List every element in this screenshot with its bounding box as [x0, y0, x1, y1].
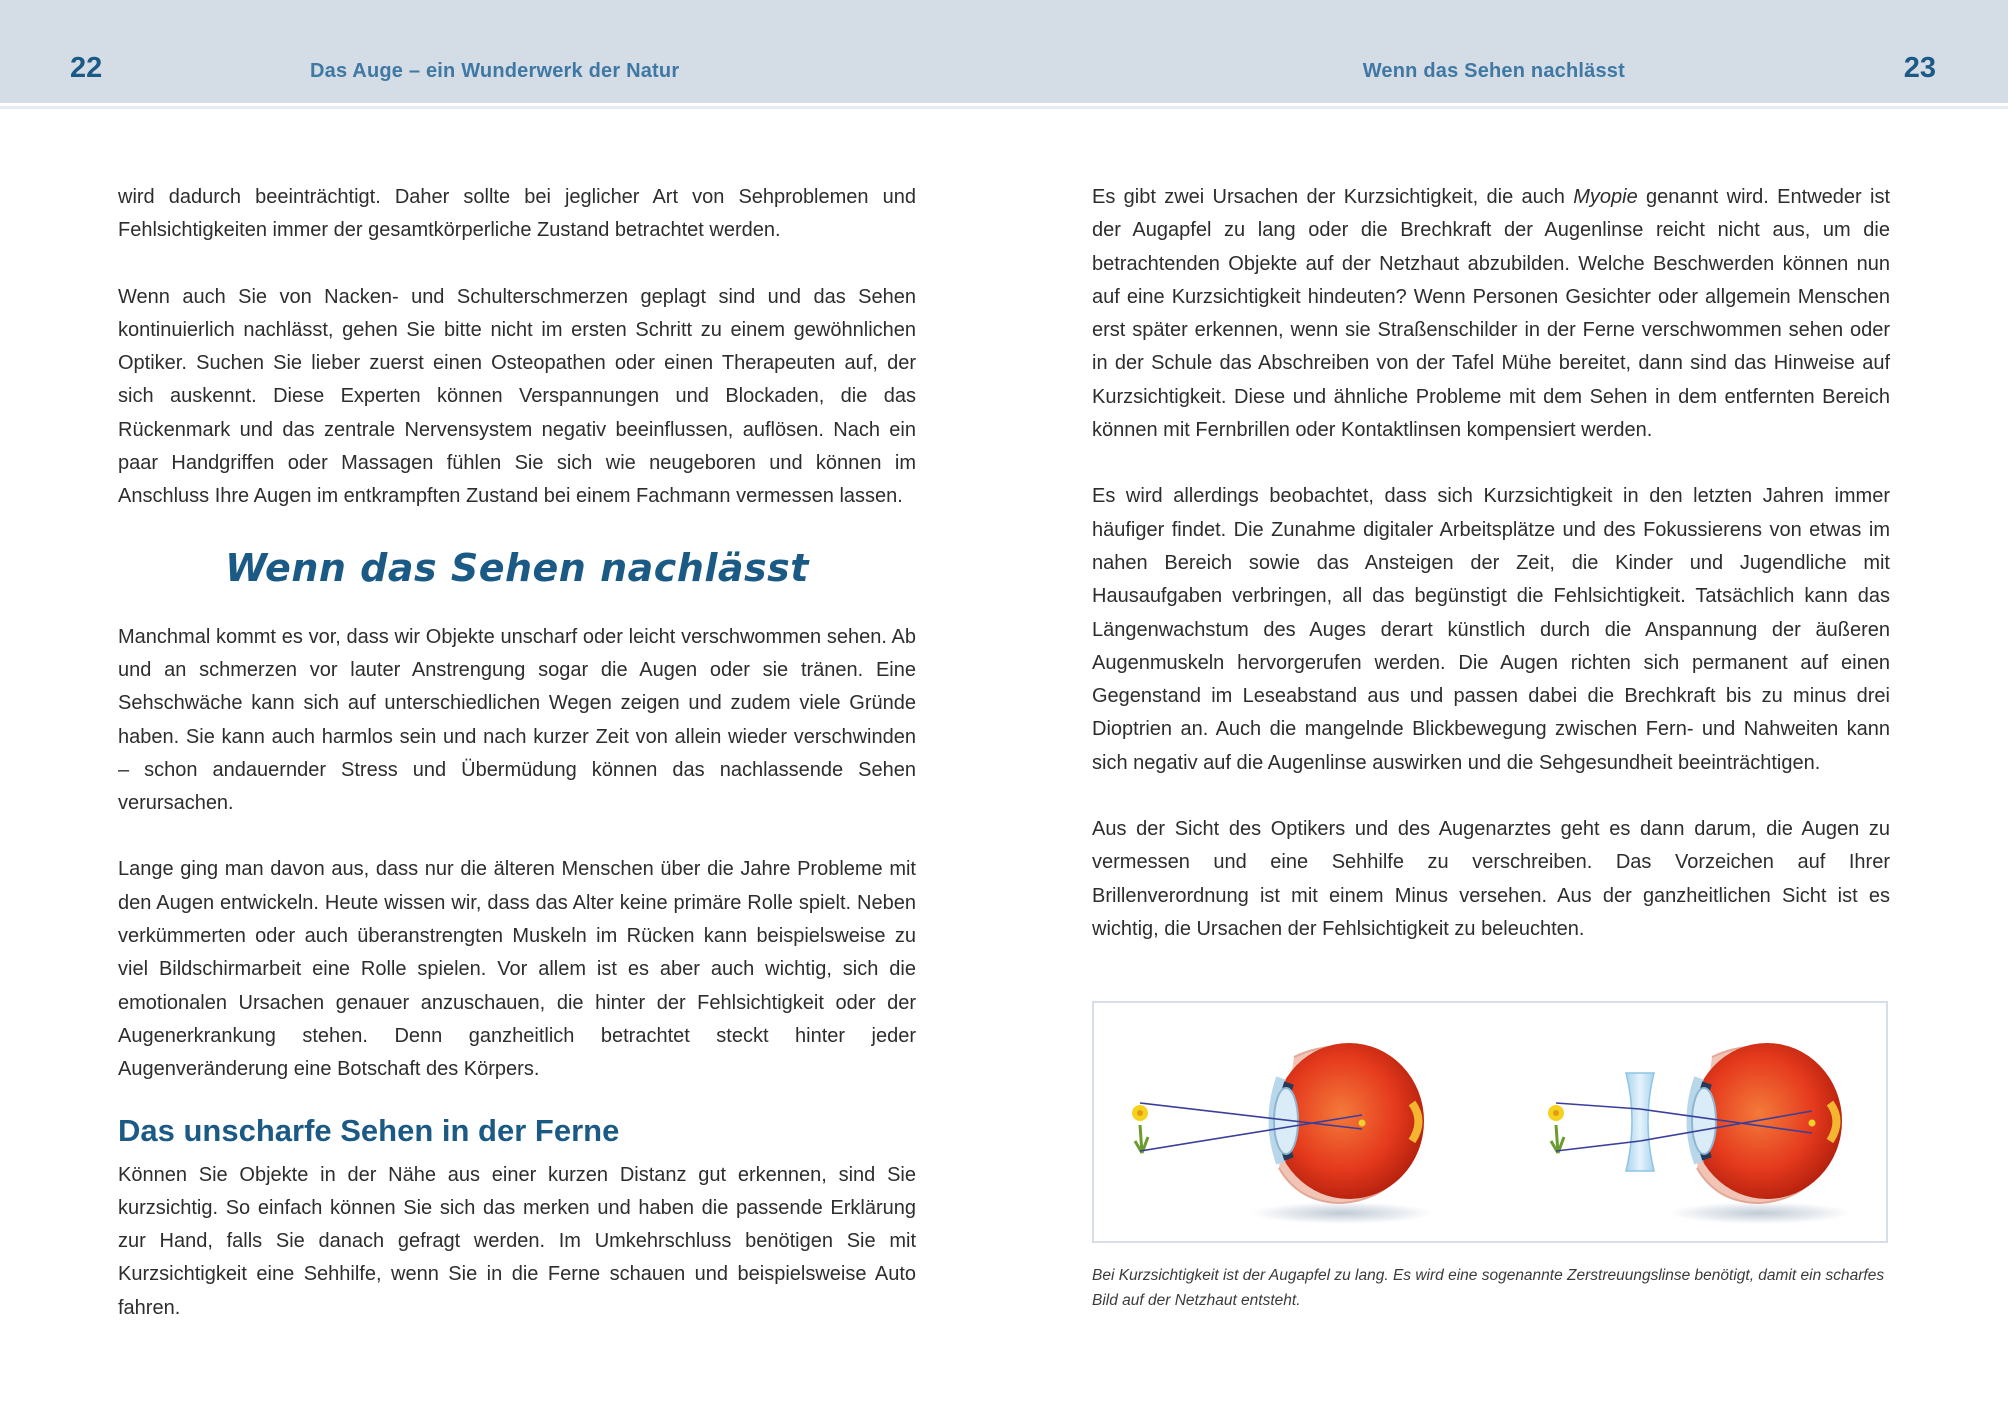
left-page-body: [118, 181, 916, 1325]
right-page-body: [1092, 181, 1890, 946]
corrected-eye: [1548, 1043, 1852, 1224]
eye-diagram: [1094, 1003, 1886, 1241]
body-paragraph: Aus der Sicht des Optikers und des Augenarztes geht es dann darum, die Augen zu vermessen und eine Sehhilfe zu verschreiben. Das Vorzeichen auf Ihrer Brillenverordnung ist mit einem Minus versehen. Aus der ganzheitlichen Sicht ist es wichtig, die Ursachen der Fehlsichtigkeit zu beleuchten.: [1092, 818, 1890, 940]
term-myopie: Myopie: [1573, 186, 1638, 208]
right-running-title: Wenn das Sehen nachlässt: [1362, 60, 1625, 82]
figure-caption: Bei Kurzsichtigkeit ist der Augapfel zu lang. Es wird eine sogenannte Zerstreuungslinse benötigt, damit ein scharfes Bild auf der Netzhaut entsteht.: [1092, 1267, 1885, 1309]
body-paragraph: Manchmal kommt es vor, dass wir Objekte unscharf oder leicht verschwommen sehen. Ab und an schmerzen vor lauter Anstrengung sogar die Augen oder sie tränen. Eine Sehschwäche kann sich auf unterschiedlichen Wegen zeigen und zudem viele Gründe haben. Sie kann auch harmlos sein und nach kurzer Zeit von allein wieder verschwinden – schon andauernder Stress und Übermüdung können das nachlassende Sehen verursachen.: [118, 625, 916, 815]
body-paragraph: [1092, 181, 1890, 447]
paragraph-text: Es gibt zwei Ursachen der Kurzsichtigkeit, die auch: [1092, 186, 1574, 208]
body-paragraph: Wenn auch Sie von Nacken- und Schulterschmerzen geplagt sind und das Sehen kontinuierlich nachlässt, gehen Sie bitte nicht im ersten Schritt zu einem gewöhnlichen Optiker. Suchen Sie lieber zuerst einen Osteopathen oder einen Therapeuten auf, der sich auskennt. Diese Experten können Verspannungen und Blockaden, die das Rückenmark und das zentrale Nervensystem negativ beeinflussen, auflösen. Nach ein paar Handgriffen oder Massagen fühlen Sie sich wie neugeboren und können im Anschluss Ihre Augen im entkrampften Zustand bei einem Fachmann vermessen lassen.: [118, 285, 916, 508]
diverging-lens: [1626, 1073, 1654, 1171]
myopic-eye: [1132, 1043, 1434, 1224]
body-paragraph: Lange ging man davon aus, dass nur die älteren Menschen über die Jahre Probleme mit den Augen entwickeln. Heute wissen wir, dass das Alter keine primäre Rolle spielt. Neben verkümmerten oder auch überanstrengten Muskeln im Rücken kann beispielsweise zu viel Bildschirmarbeit eine Rolle spielen. Vor allem ist es aber auch wichtig, sich die emotionalen Ursachen genauer anzuschauen, die hinter der Fehlsichtigkeit oder der Augenerkrankung stehen. Denn ganzheitlich betrachtet steckt hinter jeder Augenveränderung eine Botschaft des Körpers.: [118, 858, 916, 1081]
section-subheading: Das unscharfe Sehen in der Ferne: [118, 1112, 620, 1148]
body-paragraph: Es wird allerdings beobachtet, dass sich Kurzsichtigkeit in den letzten Jahren immer häufiger findet. Die Zunahme digitaler Arbeitsplätze und des Fokussierens von etwas im nahen Bereich sowie das Ansteigen der Zeit, die Kinder und Jugendliche mit Hausaufgaben verbringen, all das begünstigt die Fehlsichtigkeit. Tatsächlich kann das Längenwachstum des Auges derart künstlich durch die Anspannung der äußeren Augenmuskeln hervorgerufen werden. Die Augen richten sich permanent auf einen Gegenstand im Leseabstand aus und passen dabei die Brechkraft bis zu minus drei Dioptrien an. Auch die mangelnde Blickbewegung zwischen Fern- und Nahweiten kann sich negativ auf die Augenlinse auswirken und die Sehgesundheit beeinträchtigen.: [1092, 485, 1890, 774]
body-paragraph: Können Sie Objekte in der Nähe aus einer kurzen Distanz gut erkennen, sind Sie kurzsichtig. So einfach können Sie sich das merken und haben die passende Erklärung zur Hand, falls Sie danach gefragt werden. Im Umkehrschluss benötigen Sie mit Kurzsichtigkeit eine Sehhilfe, wenn Sie in die Ferne schauen und beispielsweise Auto fahren.: [118, 1163, 916, 1319]
flower-icon: [1132, 1105, 1148, 1153]
chapter-title: Wenn das Sehen nachlässt: [225, 545, 809, 590]
body-paragraph: wird dadurch beeinträchtigt. Daher sollte bei jeglicher Art von Sehproblemen und Fehlsichtigkeiten immer der gesamtkörperliche Zustand betrachtet werden.: [118, 186, 916, 242]
left-page-number: 22: [70, 52, 103, 84]
flower-icon: [1548, 1105, 1564, 1153]
running-header: [0, 0, 2008, 103]
header-divider: [0, 106, 2008, 109]
paragraph-text: genannt wird. Entweder ist der Augapfel zu lang oder die Brechkraft der Augenlinse reicht nicht aus, um die betrachtenden Objekte auf der Netzhaut abzubilden. Welche Beschwerden können nun auf eine Kurzsichtigkeit hindeuten? Wenn Personen Gesichter oder allgemein Menschen erst später erkennen, wenn sie Straßenschilder in der Ferne verschwommen sehen oder in der Schule das Abschreiben von der Tafel Mühe bereitet, dann sind das Hinweise auf Kurzsichtigkeit. Diese und ähnliche Probleme mit dem Sehen in dem entfernten Bereich können mit Fernbrillen oder Kontaktlinsen kompensiert werden.: [1092, 186, 1890, 442]
myopia-illustration: [1092, 1001, 1888, 1243]
right-page-number: 23: [1903, 52, 1936, 84]
left-running-title: Das Auge – ein Wunderwerk der Natur: [310, 60, 680, 82]
